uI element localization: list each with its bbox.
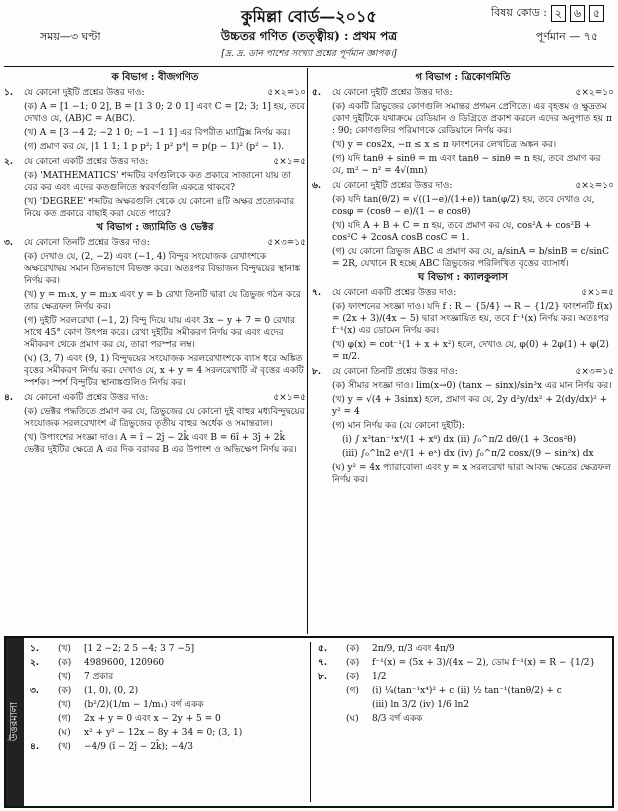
question-5 bbox=[312, 87, 614, 99]
answer-part: (ক) bbox=[58, 658, 72, 668]
answer-part: (ঘ) bbox=[346, 714, 359, 724]
answer-row bbox=[30, 670, 300, 684]
question-instruction: যে কোনো দুইটি প্রশ্নের উত্তর দাও: bbox=[332, 88, 453, 98]
integral-options: (i) ∫ x³tan⁻¹x⁴/(1 + x⁸) dx (ii) ∫₀^π/2 dθ/(1 + 3cos²θ) bbox=[342, 435, 577, 445]
answer-value: (1, 0), (0, 2) bbox=[84, 686, 139, 696]
sub-question: (ক) ফাংশনের সংজ্ঞা দাও। যদি f : R − {5/4} → R − {1/2} ফাংশনটি f(x) = (2x + 3)/(4x − 5) দ্বারা সংজ্ঞায়িত হয়, তবে f⁻¹(x) নির্ণয় কর। অতঃপর f⁻¹(x) এর ডোমেন নির্ণয় কর। bbox=[332, 302, 613, 336]
answer-value: 2π/9, π/3 এবং 4π/9 bbox=[372, 644, 455, 654]
question-marks: ৫×২=১০ bbox=[575, 88, 614, 98]
sub-question: (খ) 'DEGREE' শব্দটির অক্ষরগুলি থেকে যে কোনো ৪টি অক্ষর প্রত্যেকবার নিয়ে কত প্রকারে বাছাই করা যেতে পারে? bbox=[24, 197, 295, 219]
code-digit: ৬ bbox=[570, 5, 585, 22]
answer-number: ৫. bbox=[318, 644, 327, 654]
answer-row bbox=[318, 642, 608, 656]
sub-question: (গ) যদি tanθ + sinθ = m এবং tanθ − sinθ = n হয়, তবে প্রমাণ কর যে, m² − n² = 4√(mn) bbox=[332, 154, 601, 176]
answer-row bbox=[318, 670, 608, 684]
sub-question: (খ) y = √(4 + 3sinx) হলে, প্রমাণ কর যে, 2y d²y/dx² + 2(dy/dx)² + y² = 4 bbox=[332, 395, 608, 417]
answer-value: −4/9 (î − 2ĵ − 2k̂); −4/3 bbox=[84, 742, 193, 752]
question-marks: ৫×৩=১৫ bbox=[575, 367, 614, 377]
sub-question: (খ) যদি A + B + C = π হয়, তবে প্রমাণ কর যে, cos²A + cos²B + cos²C + 2cosA cosB cosC = 1. bbox=[332, 221, 592, 243]
answer-part: (ক) bbox=[58, 686, 72, 696]
sub-question: (গ) প্রমাণ কর যে, |1 1 1; 1 p p²; 1 p² p⁴| = p(p − 1)² (p² − 1). bbox=[24, 142, 285, 152]
question-instruction: যে কোনো দুইটি প্রশ্নের উত্তর দাও: bbox=[24, 88, 145, 98]
answer-number bbox=[30, 670, 58, 684]
sub-question: (ক) 'MATHEMATICS' শব্দটির বর্ণগুলিকে কত প্রকারে সাজানো যায় তা বের কর এবং এদের কতগুলিতে স্বরবর্ণগুলি একত্রে থাকবে? bbox=[24, 171, 291, 193]
answer-number: ১. bbox=[30, 644, 39, 654]
question-instruction: যে কোনো একটি প্রশ্নের উত্তর দাও: bbox=[24, 393, 149, 403]
question-marks: ৫×১=৫ bbox=[273, 157, 306, 167]
answer-part: (ক) bbox=[346, 658, 360, 668]
board-title: কুমিল্লা বোর্ড—২০১৫ bbox=[241, 7, 377, 26]
answer-key-label: উত্তরমালা bbox=[8, 702, 20, 742]
section-heading: খ বিভাগ : জ্যামিতি ও ভেক্টর bbox=[96, 222, 214, 233]
answer-number bbox=[318, 698, 346, 712]
question-1 bbox=[4, 87, 306, 99]
sub-question: (ক) সীমার সংজ্ঞা দাও। lim(x→0) (tanx − sinx)/sin³x এর মান নির্ণয় কর। bbox=[332, 381, 612, 391]
sub-question: (গ) মান নির্ণয় কর (যে কোনো দুইটি): bbox=[332, 421, 465, 431]
question-4 bbox=[4, 392, 306, 404]
answer-part: (গ) bbox=[58, 714, 71, 724]
sub-question: (খ) A = [3 −4 2; −2 1 0; −1 −1 1] এর বিপরীত ম্যাট্রিক্স নির্ণয় কর। bbox=[24, 128, 291, 138]
answer-value: (i) ¼(tan⁻¹x⁴)² + c (ii) ½ tan⁻¹(tanθ/2) + c bbox=[372, 686, 562, 696]
answer-row bbox=[30, 642, 300, 656]
answer-part: (ক) bbox=[346, 644, 360, 654]
question-number: ৩. bbox=[4, 238, 13, 248]
question-number: ৮. bbox=[312, 367, 321, 377]
sub-question: (খ) y = m₁x, y = m₂x এবং y = b রেখা তিনটি দ্বারা যে ত্রিভুজ গঠন করে তার ক্ষেত্রফল নির্ণয় কর। bbox=[24, 290, 301, 312]
question-2 bbox=[4, 156, 306, 168]
answer-value: x² + y² − 12x − 8y + 34 = 0; (3, 1) bbox=[84, 728, 243, 738]
sub-question: (গ) দুইটি সরলরেখা (−1, 2) বিন্দু দিয়ে যায় এবং 3x − y + 7 = 0 রেখার সাথে 45° কোণ উৎপন্ন করে। রেখা দুইটির সমীকরণ নির্ণয় কর এবং এদের সমীকরণ থেকে প্রমাণ কর যে, তারা পরস্পর লম্ব। bbox=[24, 316, 296, 350]
answer-row bbox=[30, 698, 300, 712]
answer-number: ৭. bbox=[318, 658, 327, 668]
question-marks: ৫×২=১০ bbox=[575, 181, 614, 191]
exam-header bbox=[0, 0, 618, 72]
question-marks: ৫×৩=১৫ bbox=[267, 238, 306, 248]
sub-question: (ক) ভেক্টর পদ্ধতিতে প্রমাণ কর যে, ত্রিভুজের যে কোনো দুই বাহুর মধ্যবিন্দুদ্বয়ের সংযোজক সরলরেখাংশ ঐ ত্রিভুজের তৃতীয় বাহুর অর্ধেক ও সমান্তরাল। bbox=[24, 407, 305, 429]
question-instruction: যে কোনো একটি প্রশ্নের উত্তর দাও: bbox=[24, 157, 149, 167]
section-heading: ঘ বিভাগ : ক্যালকুলাস bbox=[418, 272, 508, 283]
sub-question: (ক) যদি tan(θ/2) = √((1−e)/(1+e)) tan(φ/2) হয়, তবে দেখাও যে, cosφ = (cosθ − e)/(1 − e cosθ) bbox=[332, 195, 595, 217]
subject-code-label: বিষয় কোড : bbox=[491, 6, 547, 19]
answer-row bbox=[30, 740, 300, 754]
question-instruction: যে কোনো তিনটি প্রশ্নের উত্তর দাও: bbox=[24, 238, 150, 248]
right-column bbox=[312, 70, 614, 488]
divider bbox=[4, 66, 614, 67]
sub-question: (গ) যে কোনো ত্রিভুজ ABC এ প্রমাণ কর যে, a/sinA = b/sinB = c/sinC = 2R, যেখানে R হচ্ছে ABC ত্রিভুজের পরিলিখিত বৃত্তের ব্যাসার্ধ। bbox=[332, 247, 609, 269]
sub-question: (ক) A = [1 −1; 0 2], B = [1 3 0; 2 0 1] এবং C = [2; 3; 1] হয়, তবে দেখাও যে, (AB)C = A(BC). bbox=[24, 102, 305, 124]
answer-value: [1 2 −2; 2 5 −4; 3 7 −5] bbox=[84, 644, 195, 654]
answer-row bbox=[30, 726, 300, 740]
question-marks: ৫×১=৫ bbox=[273, 393, 306, 403]
sub-question: (ঘ) (3, 7) এবং (9, 1) বিন্দুদ্বয়ের সংযোজক সরলরেখাংশকে ব্যাস ধরে অঙ্কিত বৃত্তের সমীকরণ নির্ণয় কর। দেখাও যে, x + y = 4 সরলরেখাটি ঐ বৃত্তের একটি স্পর্শক। স্পর্শ বিন্দুটির স্থানাঙ্কগুলিও নির্ণয় কর। bbox=[24, 354, 304, 388]
answer-value: 7 প্রকার bbox=[84, 672, 114, 682]
answer-value: (b²/2)(1/m − 1/m₁) বর্গ একক bbox=[84, 700, 204, 710]
answer-number: ৪. bbox=[30, 742, 39, 752]
sub-question: (ক) একটি ত্রিভুজের কোণগুলি সমান্তর প্রগমন প্রেণিতে। এর বৃহত্তম ও ক্ষুদ্রতম কোণ দুইটিকে যথাক্রমে রেডিয়ান ও ডিগ্রিতে প্রকাশ করলে এদের অনুপাত হয় π : 90; কোণগুলির পরিমাণকে রেডিয়ানে নির্ণয় কর। bbox=[332, 102, 612, 136]
answer-part: (ঘ) bbox=[58, 728, 71, 738]
section-heading: গ বিভাগ : ত্রিকোণমিতি bbox=[415, 72, 511, 83]
integral-options: (iii) ∫₀^ln2 eˣ/(1 + eˣ) dx (iv) ∫₀^π/2 cosx/(9 − sin²x) dx bbox=[342, 449, 594, 459]
sub-question: (খ) উপাংশের সংজ্ঞা দাও। A = î − 2ĵ − 2k̂ এবং B = 6î + 3ĵ + 2k̂ ভেক্টর দুইটির ক্ষেত্রে A এর দিক বরাবর B এর উপাংশ ও অভিক্ষেপ নির্ণয় কর। bbox=[24, 433, 297, 455]
sub-question: (ঘ) y² = 4x প্যারাবোলা এবং y = x সরলরেখা দ্বারা আবদ্ধ ক্ষেত্রের ক্ষেত্রফল নির্ণয় কর। bbox=[332, 463, 611, 485]
answers-right bbox=[318, 642, 608, 726]
answer-row bbox=[30, 656, 300, 670]
answer-value: 4989600, 120960 bbox=[84, 658, 165, 668]
question-number: ৪. bbox=[4, 393, 13, 403]
answer-part: (খ) bbox=[58, 700, 71, 710]
answer-part bbox=[346, 698, 372, 712]
answer-key-tag bbox=[6, 638, 24, 806]
question-marks: ৫×২=১০ bbox=[267, 88, 306, 98]
answer-part: (ক) bbox=[346, 672, 360, 682]
question-instruction: যে কোনো তিনটি প্রশ্নের উত্তর দাও: bbox=[332, 367, 458, 377]
answer-number: ৮. bbox=[318, 672, 327, 682]
answer-row bbox=[318, 684, 608, 698]
code-digit: ২ bbox=[551, 5, 566, 22]
code-digit: ৫ bbox=[589, 5, 604, 22]
column-divider bbox=[307, 68, 308, 634]
answer-part: (গ) bbox=[346, 686, 359, 696]
paper-title: উচ্চতর গণিত (তত্ত্বীয়) : প্রথম পত্র bbox=[220, 29, 398, 43]
answer-row bbox=[318, 698, 608, 712]
full-marks: পূর্ণমান — ৭৫ bbox=[535, 30, 598, 43]
question-instruction: যে কোনো একটি প্রশ্নের উত্তর দাও: bbox=[332, 288, 457, 298]
answer-number bbox=[30, 712, 58, 726]
section-heading: ক বিভাগ : বীজগণিত bbox=[111, 72, 199, 83]
answer-value: f⁻¹(x) = (5x + 3)/(4x − 2), ডোম f⁻¹(x) = R − {1/2} bbox=[372, 658, 596, 668]
question-instruction: যে কোনো দুইটি প্রশ্নের উত্তর দাও: bbox=[332, 181, 453, 191]
question-marks: ৫×১=৫ bbox=[581, 288, 614, 298]
left-column bbox=[4, 70, 306, 458]
answer-key-box bbox=[4, 636, 614, 808]
answer-row bbox=[30, 712, 300, 726]
question-number: ৭. bbox=[312, 288, 321, 298]
answer-part: (খ) bbox=[58, 672, 71, 682]
question-number: ১. bbox=[4, 88, 13, 98]
answer-number bbox=[30, 698, 58, 712]
question-3 bbox=[4, 237, 306, 249]
answer-number: ৩. bbox=[30, 686, 39, 696]
subject-code bbox=[491, 4, 604, 23]
answer-value: 8/3 বর্গ একক bbox=[372, 714, 423, 724]
sub-question: (খ) y = cos2x, −π ≤ x ≤ π ফাংশনের লেখচিত্র অঙ্কন কর। bbox=[332, 140, 557, 150]
answer-row bbox=[318, 656, 608, 670]
answer-number: ২. bbox=[30, 658, 39, 668]
question-number: ৫. bbox=[312, 88, 321, 98]
question-number: ২. bbox=[4, 157, 13, 167]
answer-part: (খ) bbox=[58, 644, 71, 654]
answer-divider bbox=[310, 642, 311, 802]
question-6 bbox=[312, 180, 614, 192]
answer-number bbox=[30, 726, 58, 740]
answer-part: (খ) bbox=[58, 742, 71, 752]
sub-question: (ক) দেখাও যে, (2, −2) এবং (−1, 4) বিন্দুর সংযোজক রেখাংশকে অক্ষরেখাদ্বয় সমান তিনভাগে বিভক্ত করে। অতঃপর বিভাজন বিন্দুদ্বয়ের স্থানাঙ্ক নির্ণয় কর। bbox=[24, 252, 301, 286]
question-number: ৬. bbox=[312, 181, 321, 191]
exam-time: সময়—৩ ঘণ্টা bbox=[40, 30, 101, 43]
answer-number bbox=[318, 684, 346, 698]
answers-left bbox=[30, 642, 300, 754]
answer-number bbox=[318, 712, 346, 726]
answer-row bbox=[318, 712, 608, 726]
answer-value: (iii) ln 3/2 (iv) 1/6 ln2 bbox=[372, 700, 469, 710]
answer-value: 1/2 bbox=[372, 672, 387, 682]
instruction-note: [দ্র. দ্র. ডান পাশের সংখ্যা প্রশ্নের পূর্ণমান জ্ঞাপক।] bbox=[221, 49, 397, 59]
answer-row bbox=[30, 684, 300, 698]
sub-question: (খ) φ(x) = cot⁻¹(1 + x + x²) হলে, দেখাও যে, φ(0) + 2φ(1) + φ(2) = π/2. bbox=[332, 340, 609, 362]
answer-value: 2x + y = 0 এবং x − 2y + 5 = 0 bbox=[84, 714, 221, 724]
question-7 bbox=[312, 287, 614, 299]
question-8 bbox=[312, 366, 614, 378]
